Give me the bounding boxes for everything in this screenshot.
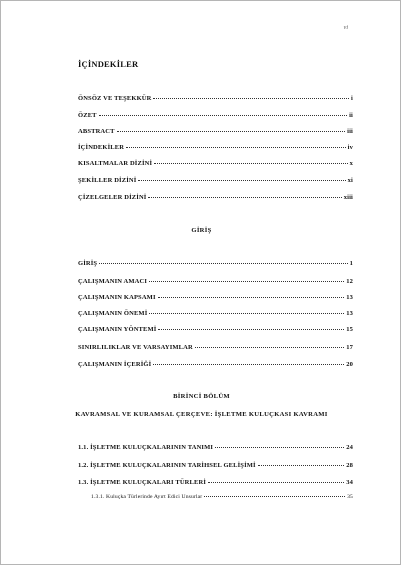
toc-entry-1-3[interactable] — [78, 479, 353, 486]
dot-leader — [149, 313, 344, 314]
toc-entry-label: İÇİNDEKİLER — [78, 144, 125, 151]
toc-entry-giris[interactable] — [78, 260, 353, 267]
toc-entry-label: ÇALIŞMANIN AMACI — [78, 278, 148, 285]
toc-entry-page: ii — [349, 112, 353, 119]
toc-entry-label: ÇALIŞMANIN ÖNEMİ — [78, 310, 148, 317]
dot-leader — [195, 347, 344, 348]
dot-leader — [154, 163, 347, 164]
toc-entry-label: ÇİZELGELER DİZİNİ — [78, 194, 147, 201]
toc-entry-icindekiler[interactable] — [78, 144, 353, 151]
dot-leader — [117, 131, 346, 132]
toc-entry-1-1[interactable] — [78, 444, 353, 451]
toc-entry-sekiller[interactable] — [78, 177, 353, 184]
toc-entry-page: 17 — [346, 344, 353, 351]
dot-leader — [158, 329, 344, 330]
toc-entry-page: x — [349, 160, 353, 167]
dot-leader — [99, 115, 347, 116]
giris-section-title: GİRİŞ — [191, 227, 212, 234]
toc-entry-page: 13 — [346, 310, 353, 317]
dot-leader — [138, 180, 345, 181]
toc-entry-page: xiii — [343, 194, 353, 201]
toc-entry-page: iii — [347, 128, 353, 135]
toc-entry-ozet[interactable] — [78, 112, 353, 119]
dot-leader — [208, 482, 344, 483]
toc-entry-cizelgeler[interactable] — [78, 194, 353, 201]
toc-entry-page: iv — [347, 144, 353, 151]
toc-entry-onsoz[interactable] — [78, 95, 353, 102]
dot-leader — [148, 197, 341, 198]
toc-entry-label: ÖZET — [78, 112, 97, 119]
toc-entry-1-2[interactable] — [78, 462, 353, 469]
dot-leader — [153, 98, 349, 99]
toc-entry-label: GİRİŞ — [78, 260, 98, 267]
toc-entry-label: ÇALIŞMANIN İÇERİĞİ — [78, 361, 152, 368]
toc-entry-abstract[interactable] — [78, 128, 353, 135]
toc-entry-label: KISALTMALAR DİZİNİ — [78, 160, 153, 167]
toc-entry-icerik[interactable] — [78, 361, 353, 368]
dot-leader — [215, 447, 344, 448]
toc-entry-label: ÖNSÖZ VE TEŞEKKÜR — [78, 95, 152, 102]
toc-entry-label: 1.3.1. Kuluçka Türlerinde Ayırt Edici Unsurlar — [91, 494, 203, 500]
toc-entry-amac[interactable] — [78, 278, 353, 285]
chapter-title: BİRİNCİ BÖLÜM — [173, 393, 230, 400]
chapter-subtitle: KAVRAMSAL VE KURAMSAL ÇERÇEVE: İŞLETME KULUÇKASI KAVRAMI — [75, 411, 328, 418]
toc-entry-page: 15 — [346, 326, 353, 333]
dot-leader — [153, 364, 344, 365]
dot-leader — [258, 465, 344, 466]
dot-leader — [158, 297, 345, 298]
toc-entry-page: 24 — [346, 444, 353, 451]
toc-entry-kapsam[interactable] — [78, 294, 353, 301]
toc-entry-label: 1.3. İŞLETME KULUÇKALARI TÜRLERİ — [78, 479, 207, 486]
dot-leader — [126, 147, 346, 148]
toc-entry-label: ÇALIŞMANIN YÖNTEMİ — [78, 326, 157, 333]
dot-leader — [99, 263, 347, 264]
toc-entry-label: 1.2. İŞLETME KULUÇKALARININ TARİHSEL GELİŞİMİ — [78, 462, 256, 469]
toc-entry-page: 12 — [346, 278, 353, 285]
toc-entry-label: 1.1. İŞLETME KULUÇKALARININ TANIMI — [78, 444, 214, 451]
page-number: vi — [343, 25, 348, 31]
toc-entry-label: ABSTRACT — [78, 128, 115, 135]
dot-leader — [149, 281, 344, 282]
toc-entry-page: i — [351, 95, 353, 102]
toc-entry-yontem[interactable] — [78, 326, 353, 333]
toc-entry-kisaltmalar[interactable] — [78, 160, 353, 167]
toc-entry-label: ŞEKİLLER DİZİNİ — [78, 177, 137, 184]
toc-entry-page: xi — [347, 177, 353, 184]
toc-heading: İÇİNDEKİLER — [78, 59, 139, 69]
toc-entry-page: 13 — [346, 294, 353, 301]
toc-entry-page: 28 — [346, 462, 353, 469]
toc-entry-page: 1 — [349, 260, 353, 267]
toc-entry-page: 35 — [347, 494, 353, 500]
toc-entry-label: SINIRLILIKLAR VE VARSAYIMLAR — [78, 344, 193, 351]
toc-entry-page: 20 — [346, 361, 353, 368]
dot-leader — [204, 496, 345, 497]
toc-entry-label: ÇALIŞMANIN KAPSAMI — [78, 294, 156, 301]
toc-entry-1-3-1[interactable] — [91, 494, 353, 500]
toc-entry-onem[interactable] — [78, 310, 353, 317]
toc-entry-sinirliliklar[interactable] — [78, 344, 353, 351]
toc-entry-page: 34 — [346, 479, 353, 486]
